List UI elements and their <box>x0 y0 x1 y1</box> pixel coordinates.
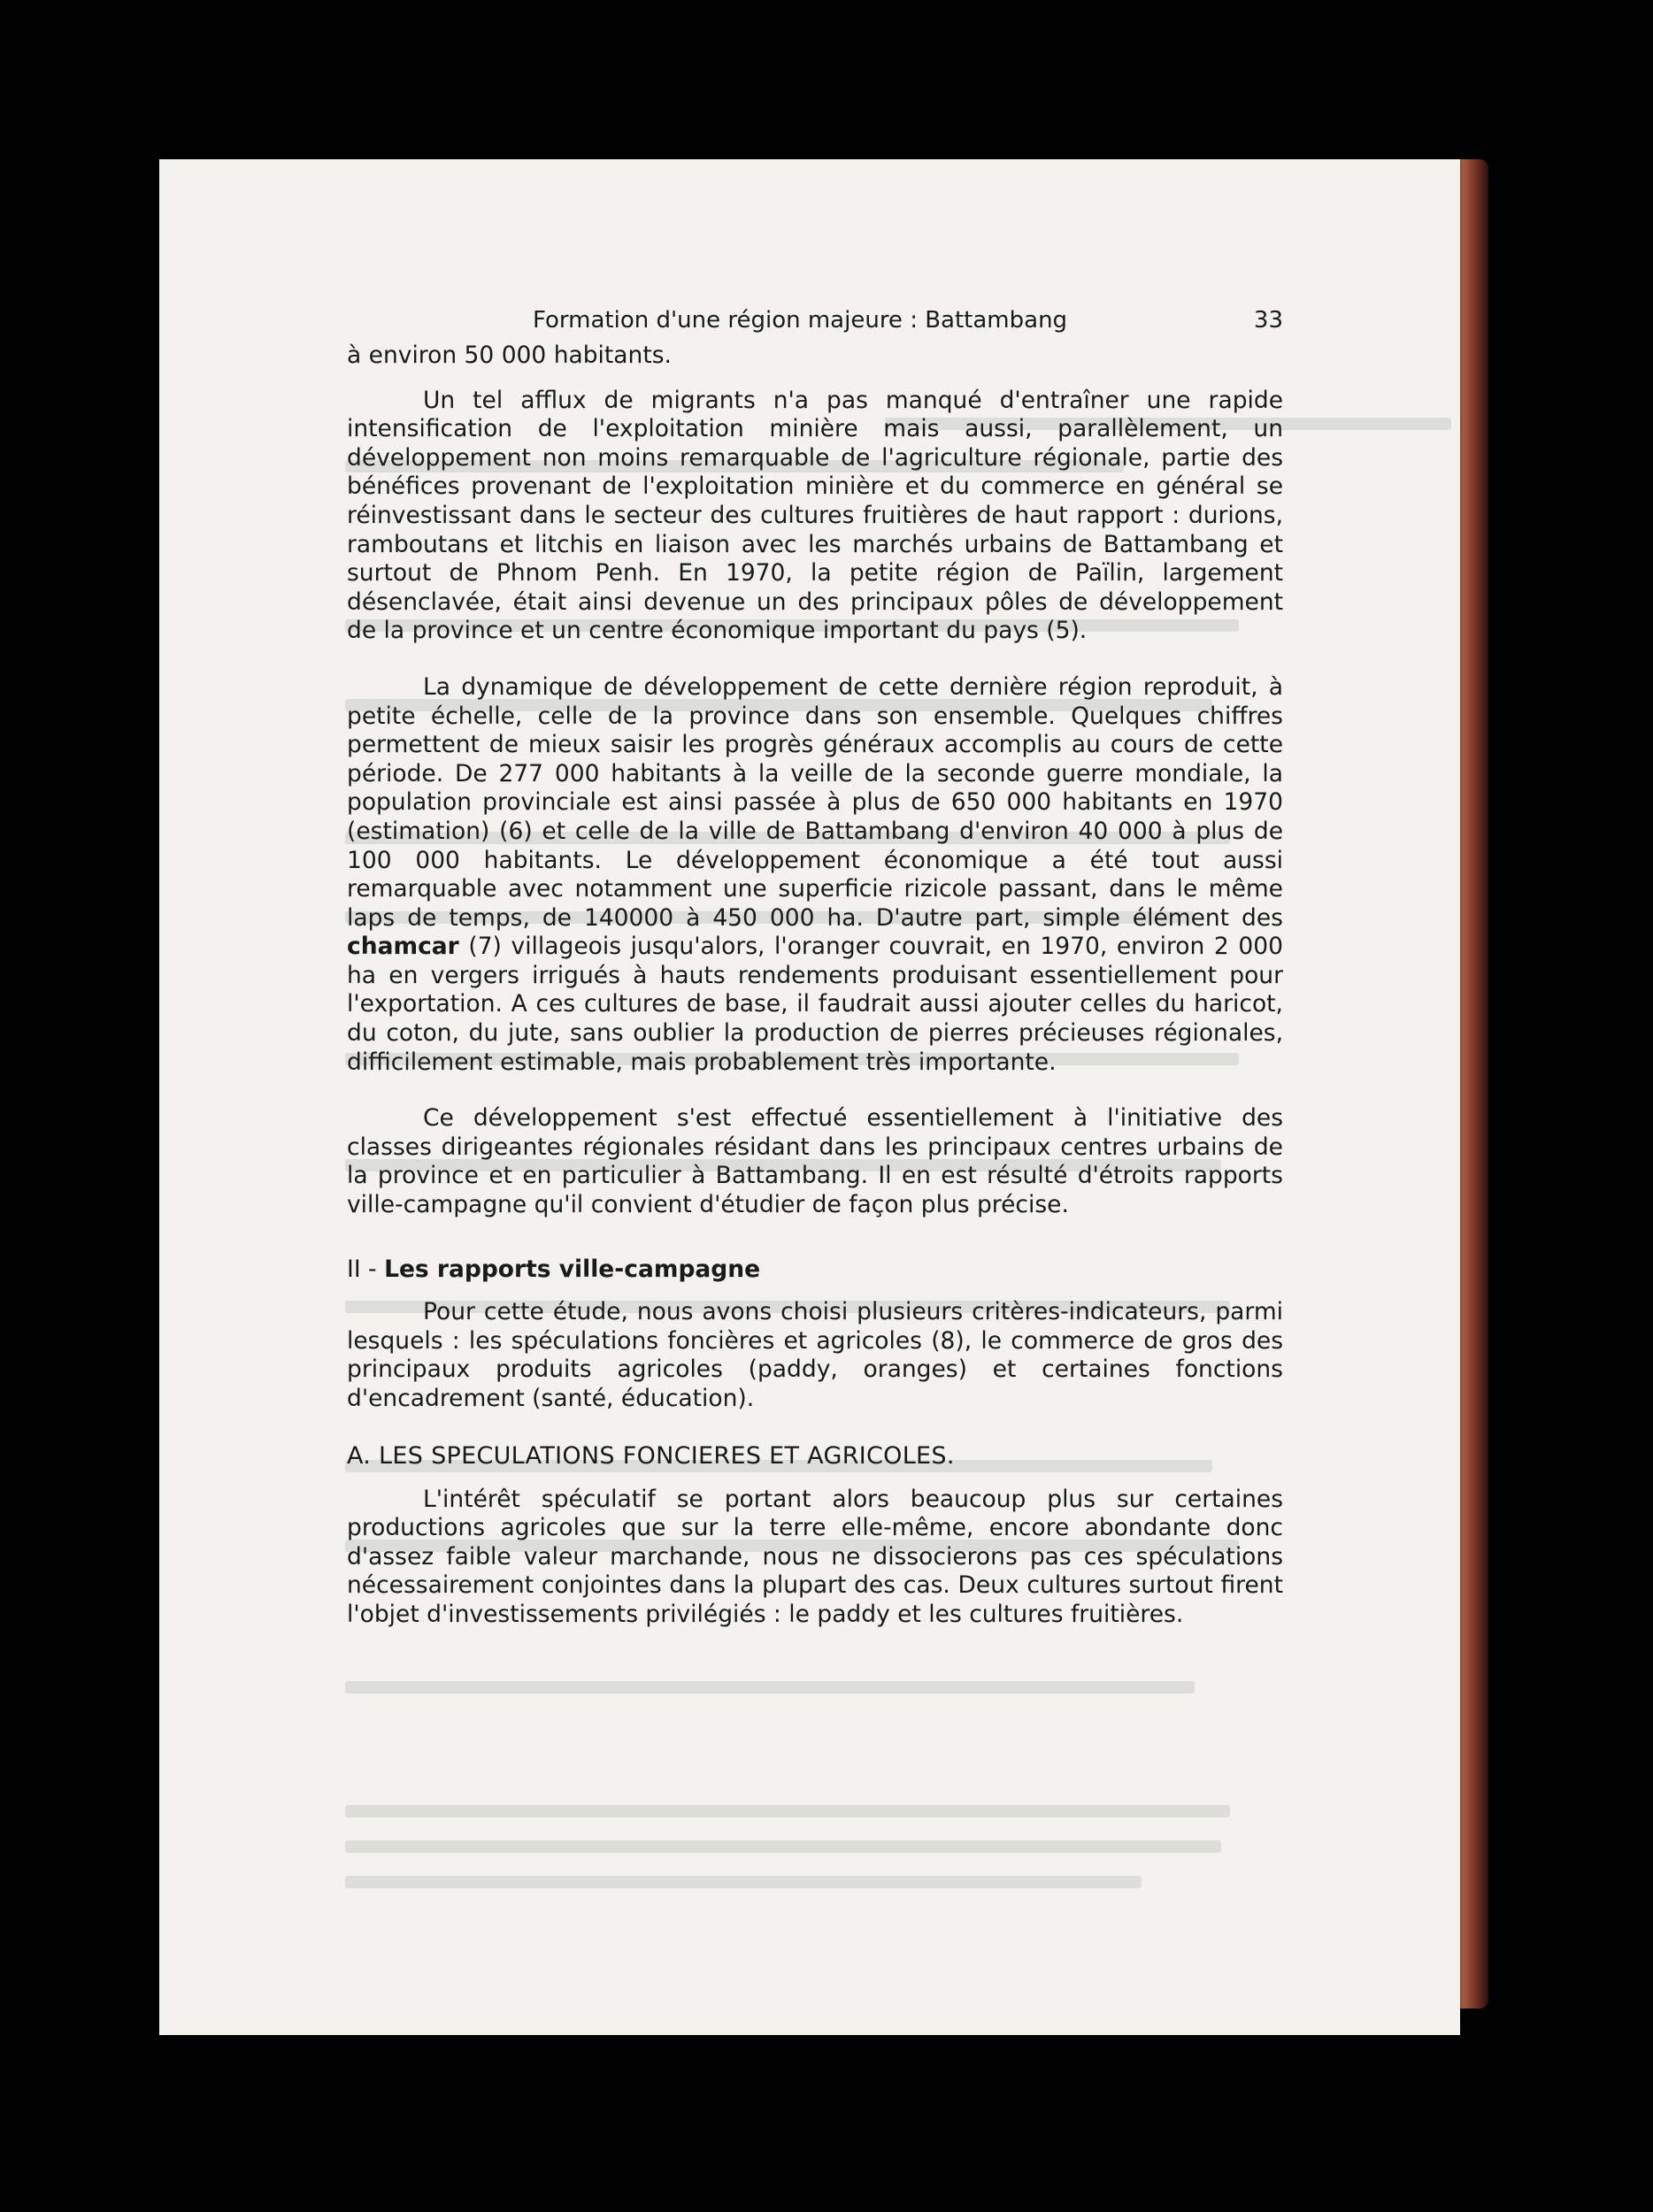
paragraph-speculative-interest: L'intérêt spéculatif se portant alors beaucoup plus sur certaines productions agricoles que sur la terre elle-même, encore abondante donc d'assez faible valeur marchande, nous ne dissocierons pas ces spéculations nécessairement conjointes dans la plupart des cas. Deux cultures surtout firent l'objet d'investissements privilégiés : le paddy et les cultures fruitières. <box>347 1485 1283 1628</box>
paragraph-study-criteria: Pour cette étude, nous avons choisi plusieurs critères-indicateurs, parmi lesquels : les spéculations foncières et agricoles (8), le commerce de gros des principaux produits agricoles (paddy, oranges) et certaines fonctions d'encadrement (santé, éducation). <box>347 1298 1283 1412</box>
page-number: 33 <box>1253 307 1283 334</box>
book-page <box>159 159 1460 2035</box>
term-chamcar: chamcar <box>347 933 459 961</box>
paragraph-province-dynamics <box>347 673 1283 1077</box>
paragraph-text-after-term: (7) villageois jusqu'alors, l'oranger couvrait, en 1970, environ 2 000 ha en vergers irrigués à hauts rendements produisant essentiellement pour l'exportation. A ces cultures de base, il faudrait aussi ajouter celles du haricot, du coton, du jute, sans oublier la production de pierres précieuses régionales, difficilement estimable, mais probablement très importante. <box>347 933 1283 1076</box>
section-number: II - <box>347 1255 377 1283</box>
paragraph-mining-development: Un tel afflux de migrants n'a pas manqué d'entraîner une rapide intensification de l'exploitation minière mais aussi, parallèlement, un développement non moins remarquable de l'agriculture régionale, partie des bénéfices provenant de l'exploitation minière et du commerce en général se réinvestissant dans le secteur des cultures fruitières de haut rapport : durions, ramboutans et litchis en liaison avec les marchés urbains de Battambang et surtout de Phnom Penh. En 1970, la petite région de Païlin, largement désenclavée, était ainsi devenue un des principaux pôles de développement de la province et un centre économique important du pays (5). <box>347 386 1283 645</box>
running-header <box>347 303 1283 342</box>
running-title: Formation d'une région majeure : Battambang <box>533 307 1068 334</box>
subsection-heading: A. LES SPECULATIONS FONCIERES ET AGRICOLES. <box>347 1441 955 1470</box>
paragraph-ruling-classes: Ce développement s'est effectué essentiellement à l'initiative des classes dirigeantes régionales résidant dans les principaux centres urbains de la province et en particulier à Battambang. Il en est résulté d'étroits rapports ville-campagne qu'il convient d'étudier de façon plus précise. <box>347 1104 1283 1219</box>
section-title: Les rapports ville-campagne <box>384 1255 761 1283</box>
paragraph-text-before-term: La dynamique de développement de cette dernière région reproduit, à petite échelle, celle de la province dans son ensemble. Quelques chiffres permettent de mieux saisir les progrès généraux accomplis au cours de cette période. De 277 000 habitants à la veille de la seconde guerre mondiale, la population provinciale est ainsi passée à plus de 650 000 habitants en 1970 (estimation) (6) et celle de la ville de Battambang d'environ 40 000 à plus de 100 000 habitants. Le développement économique a été tout aussi remarquable avec notamment une superficie rizicole passant, dans le même laps de temps, de 140000 à 450 000 ha. D'autre part, simple élément des <box>347 672 1283 932</box>
continued-line: à environ 50 000 habitants. <box>347 342 672 369</box>
page-content <box>347 303 1283 1657</box>
section-heading <box>347 1256 1283 1285</box>
